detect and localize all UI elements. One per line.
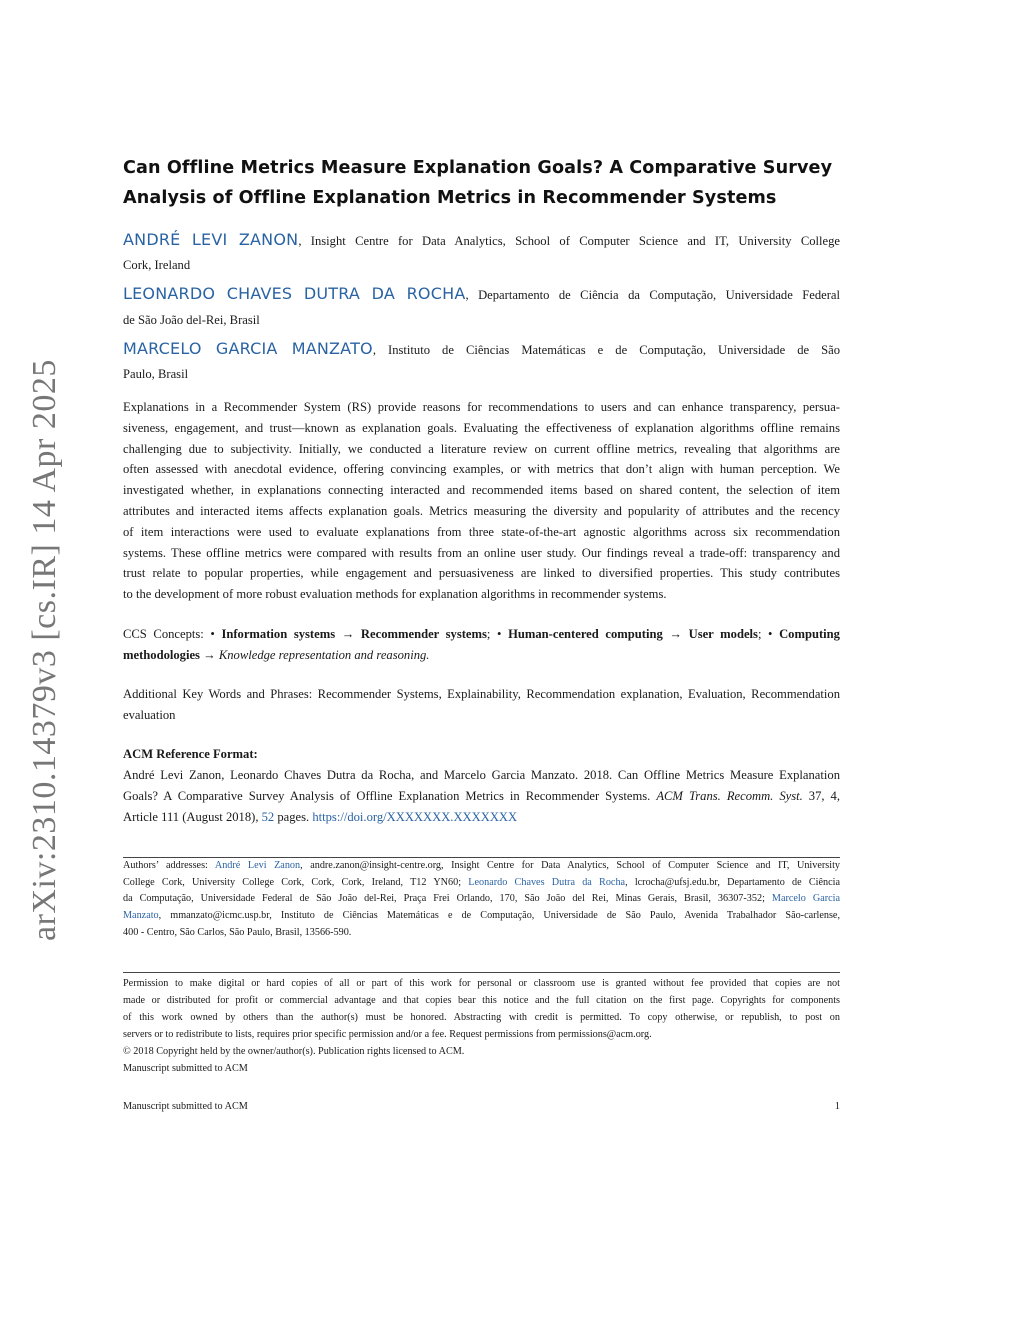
text-run: College Cork, University College Cork, Cork, Cork, Ireland, T12 YN60; bbox=[123, 876, 469, 888]
text-line bbox=[123, 230, 840, 249]
text-run: , Departamento de Ciência da Computação, Universidade Federal bbox=[465, 288, 840, 302]
text-line bbox=[123, 284, 840, 303]
text-run: Permission to make digital or hard copies of all or part of this work for personal or classroom use is granted without fee provided that copies are not bbox=[123, 978, 840, 989]
text-run: ; • bbox=[486, 627, 509, 641]
text-line bbox=[123, 339, 840, 358]
text-line bbox=[123, 258, 840, 273]
text-run: Paulo, Brasil bbox=[123, 367, 189, 381]
text-run: of this work owned by others than the author(s) must be honored. Abstracting with credit is permitted. To copy otherwise, or republish, to post on bbox=[123, 1012, 840, 1023]
text-run: ACM Trans. Recomm. Syst. bbox=[656, 788, 803, 803]
text-run: Authors’ addresses: bbox=[123, 860, 215, 871]
text-line bbox=[123, 648, 840, 663]
text-run: evaluation bbox=[123, 707, 176, 722]
text-run: de São João del-Rei, Brasil bbox=[123, 313, 260, 327]
text-line bbox=[123, 1012, 840, 1023]
text-run: systems. These offline metrics were compared with results from an online user study. Our findings reveal a trade-off: transparency and bbox=[123, 545, 840, 560]
text-run: Additional Key Words and Phrases: Recommender Systems, Explainability, Recommendation explanation, Evaluation, Recommendation bbox=[123, 687, 840, 701]
text-line bbox=[123, 978, 840, 989]
text-run: , Insight Centre for Data Analytics, School of Computer Science and IT, University College bbox=[298, 234, 840, 248]
text-line bbox=[123, 587, 840, 602]
text-run: Goals? A Comparative Survey Analysis of Offline Explanation Metrics in Recommender Systems. bbox=[123, 788, 657, 803]
text-run: often assessed with anecdotal evidence, offering convincing examples, or with metrics that don’t align with human perception. We bbox=[123, 462, 840, 477]
text-line bbox=[123, 877, 840, 888]
text-line bbox=[123, 893, 840, 904]
title-line: Analysis of Offline Explanation Metrics in Recommender Systems bbox=[123, 188, 777, 208]
link[interactable]: https://doi.org/XXXXXXX.XXXXXXX bbox=[312, 809, 518, 824]
text-line bbox=[123, 768, 840, 783]
text-run: User models bbox=[688, 627, 758, 641]
text-run: made or distributed for profit or commercial advantage and that copies bear this notice and the full citation on the first page. Copyrights for components bbox=[123, 995, 840, 1006]
text-line bbox=[123, 1046, 840, 1057]
text-line bbox=[123, 860, 840, 871]
permission-rule bbox=[123, 972, 840, 973]
text-line bbox=[123, 810, 840, 825]
text-run: Cork, Ireland bbox=[123, 258, 191, 272]
text-run: challenging due to subjectivity. Initially, we conducted a literature review on current offline metrics, revealing that algorithms are bbox=[123, 441, 840, 456]
paper-title bbox=[123, 153, 832, 213]
author-name: LEONARDO CHAVES DUTRA DA ROCHA bbox=[123, 284, 466, 303]
text-run: attributes and interacted items affects explanation goals. Metrics measuring the diversity and popularity of attributes and the recency bbox=[123, 504, 840, 518]
author-name: ANDRÉ LEVI ZANON bbox=[123, 230, 299, 249]
text-run: → bbox=[662, 627, 689, 641]
arxiv-stamp: arXiv:2310.14379v3 [cs.IR] 14 Apr 2025 bbox=[26, 359, 63, 941]
text-run: to the development of more robust evaluation methods for explanation algorithms in recommender systems. bbox=[123, 587, 667, 602]
text-run: , lcrocha@ufsj.edu.br, Departamento de Ciência bbox=[625, 876, 841, 888]
text-line bbox=[123, 1063, 840, 1074]
text-line bbox=[123, 708, 840, 723]
title-line: Can Offline Metrics Measure Explanation Goals? A Comparative Survey bbox=[123, 158, 833, 178]
text-run: investigated whether, in explanations connecting interacted and recommended items based on shared content, the selection of item bbox=[123, 483, 840, 498]
text-run: Human-centered computing bbox=[508, 627, 663, 641]
text-line bbox=[123, 525, 840, 540]
text-run: Article 111 (August 2018), bbox=[123, 809, 262, 824]
text-line bbox=[123, 1029, 840, 1040]
text-run: Computing bbox=[779, 627, 840, 641]
text-line bbox=[123, 442, 840, 457]
text-run: Explanations in a Recommender System (RS) provide reasons for recommendations to users and can enhance transparency, persua- bbox=[123, 400, 840, 414]
text-run: 37, 4, bbox=[802, 788, 841, 803]
text-run: , andre.zanon@insight-centre.org, Insight Centre for Data Analytics, School of Computer Science and IT, University bbox=[300, 860, 840, 871]
text-run: → bbox=[335, 627, 361, 641]
text-line bbox=[123, 789, 840, 804]
text-run: Manuscript submitted to ACM bbox=[123, 1063, 248, 1074]
text-line bbox=[123, 313, 840, 328]
link[interactable]: Manzato bbox=[123, 910, 159, 922]
link[interactable]: André Levi Zanon bbox=[214, 860, 301, 871]
text-run: Information systems bbox=[221, 627, 336, 641]
text-run: servers or to redistribute to lists, requires prior specific permission and/or a fee. Request permissions from permissions@acm.org. bbox=[123, 1029, 652, 1040]
text-run: of item interactions were used to evaluate explanations from three state-of-the-art agnostic algorithms across six recommendation bbox=[123, 524, 840, 539]
link[interactable]: Marcelo Garcia bbox=[771, 893, 840, 905]
text-run: → bbox=[199, 647, 219, 662]
text-line bbox=[123, 566, 840, 581]
text-run: 400 - Centro, São Carlos, São Paulo, Brasil, 13566-590. bbox=[123, 926, 352, 938]
text-run: André Levi Zanon, Leonardo Chaves Dutra da Rocha, and Marcelo Garcia Manzato. 2018. Can Offline Metrics Measure Explanation bbox=[123, 768, 840, 782]
text-line bbox=[123, 421, 840, 436]
text-line bbox=[123, 927, 840, 938]
link[interactable]: 52 bbox=[261, 809, 275, 824]
text-run: trust relate to popular properties, while engagement and persuasiveness are linked to diversified properties. This study contributes bbox=[123, 566, 840, 581]
text-run: siveness, engagement, and trust—known as explanation goals. Evaluating the effectiveness of explanation algorithms offline remains bbox=[123, 420, 840, 435]
footnote-rule bbox=[123, 857, 840, 858]
link[interactable]: Leonardo Chaves Dutra da Rocha bbox=[468, 876, 626, 888]
text-line bbox=[123, 910, 840, 921]
text-line bbox=[123, 483, 840, 498]
footer-manuscript: Manuscript submitted to ACM bbox=[123, 1101, 248, 1112]
acm-reference-heading: ACM Reference Format: bbox=[123, 747, 258, 761]
text-line bbox=[123, 367, 840, 382]
text-line bbox=[123, 504, 840, 519]
text-run: Knowledge representation and reasoning. bbox=[218, 647, 430, 662]
text-run: methodologies bbox=[123, 647, 200, 662]
text-line bbox=[123, 995, 840, 1006]
text-run: Recommender systems bbox=[360, 627, 487, 641]
page-number: 1 bbox=[834, 1101, 840, 1112]
author-name: MARCELO GARCIA MANZATO bbox=[123, 339, 373, 358]
text-run: pages. bbox=[274, 809, 313, 824]
text-run: , Instituto de Ciências Matemáticas e de Computação, Universidade de São bbox=[372, 343, 840, 357]
text-line bbox=[123, 400, 840, 415]
text-run: da Computação, Universidade Federal de São João del-Rei, Praça Frei Orlando, 170, São João del Rei, Minas Gerais, Brasil, 36307-352; bbox=[123, 893, 772, 905]
text-line bbox=[123, 546, 840, 561]
text-run: © 2018 Copyright held by the owner/author(s). Publication rights licensed to ACM. bbox=[123, 1046, 465, 1057]
text-line bbox=[123, 687, 840, 702]
text-run: CCS Concepts: • bbox=[123, 627, 222, 641]
text-line bbox=[123, 462, 840, 477]
text-run: , mmanzato@icmc.usp.br, Instituto de Ciências Matemáticas e de Computação, Universidade de São Paulo, Avenida Trabalhador São-carlense, bbox=[158, 910, 840, 922]
text-line bbox=[123, 627, 840, 642]
text-run: ; • bbox=[757, 627, 780, 641]
